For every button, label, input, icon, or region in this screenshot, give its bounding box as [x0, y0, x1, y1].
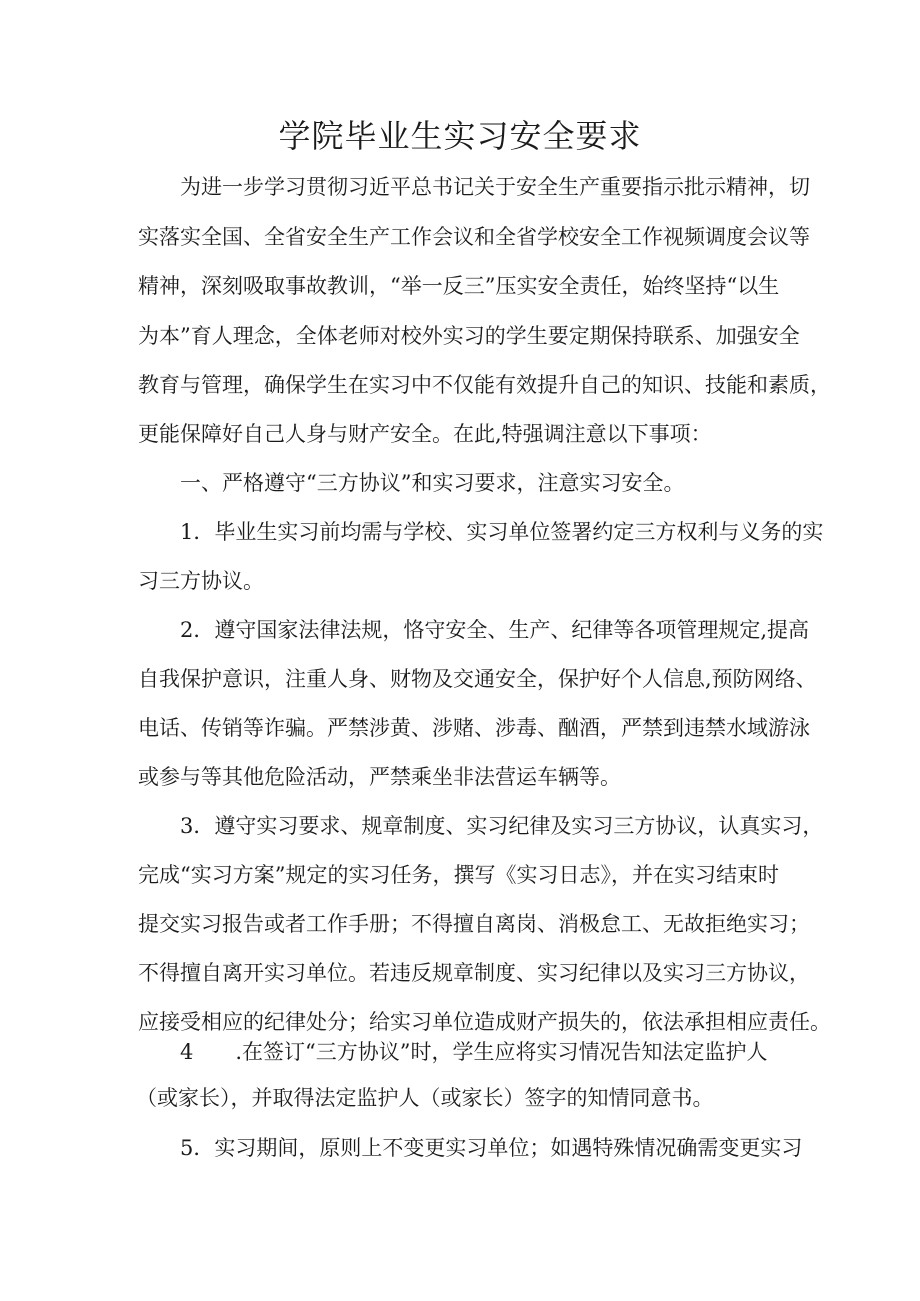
list-item-line: 4 .在签订“三方协议”时，学生应将实习情况告知法定监护人 — [180, 1040, 768, 1064]
list-item-line: 提交实习报告或者工作手册；不得擅自离岗、消极怠工、无故拒绝实习； — [138, 912, 810, 936]
paragraph-line: 实落实全国、全省安全生产工作会议和全省学校安全工作视频调度会议等 — [138, 225, 810, 249]
list-item-line: 3．遵守实习要求、规章制度、实习纪律及实习三方协议，认真实习， — [180, 814, 824, 838]
list-item-line: 习三方协议。 — [138, 569, 264, 593]
document-title: 学院毕业生实习安全要求 — [278, 117, 642, 155]
paragraph-line: 为本”育人理念，全体老师对校外实习的学生要定期保持联系、加强安全 — [138, 324, 800, 348]
list-item-line: 5．实习期间，原则上不变更实习单位；如遇特殊情况确需变更实习 — [180, 1136, 803, 1160]
list-item-line: （或家长），并取得法定监护人（或家长）签字的知情同意书。 — [136, 1086, 714, 1110]
list-item-line: 不得擅自离开实习单位。若违反规章制度、实习纪律以及实习三方协议， — [138, 961, 810, 985]
section-heading: 一、严格遵守“三方协议”和实习要求，注意实习安全。 — [180, 471, 685, 495]
paragraph-line: 更能保障好自己人身与财产安全。在此,特强调注意以下事项： — [138, 422, 712, 446]
paragraph-line: 为进一步学习贯彻习近平总书记关于安全生产重要指示批示精神，切 — [180, 175, 810, 199]
list-item-line: 完成“实习方案”规定的实习任务，撰写《实习日志》，并在实习结束时 — [138, 863, 779, 887]
list-item-line: 电话、传销等诈骗。严禁涉黄、涉赌、涉毒、酗酒，严禁到违禁水域游泳 — [138, 716, 810, 740]
list-item-line: 或参与等其他危险活动，严禁乘坐非法营运车辆等。 — [138, 765, 621, 789]
list-item-line: 自我保护意识，注重人身、财物及交通安全，保护好个人信息,预防网络、 — [138, 667, 817, 691]
list-item-line: 2．遵守国家法律法规，恪守安全、生产、纪律等各项管理规定,提高 — [180, 618, 810, 642]
list-item-line: 应接受相应的纪律处分；给实习单位造成财产损失的，依法承担相应责任。 — [138, 1010, 831, 1034]
paragraph-line: 精神，深刻吸取事故教训，“举一反三”压实安全责任，始终坚持“以生 — [138, 274, 780, 298]
paragraph-line: 教育与管理，确保学生在实习中不仅能有效提升自己的知识、技能和素质， — [138, 373, 831, 397]
list-item-line: 1．毕业生实习前均需与学校、实习单位签署约定三方权利与义务的实 — [180, 520, 824, 544]
